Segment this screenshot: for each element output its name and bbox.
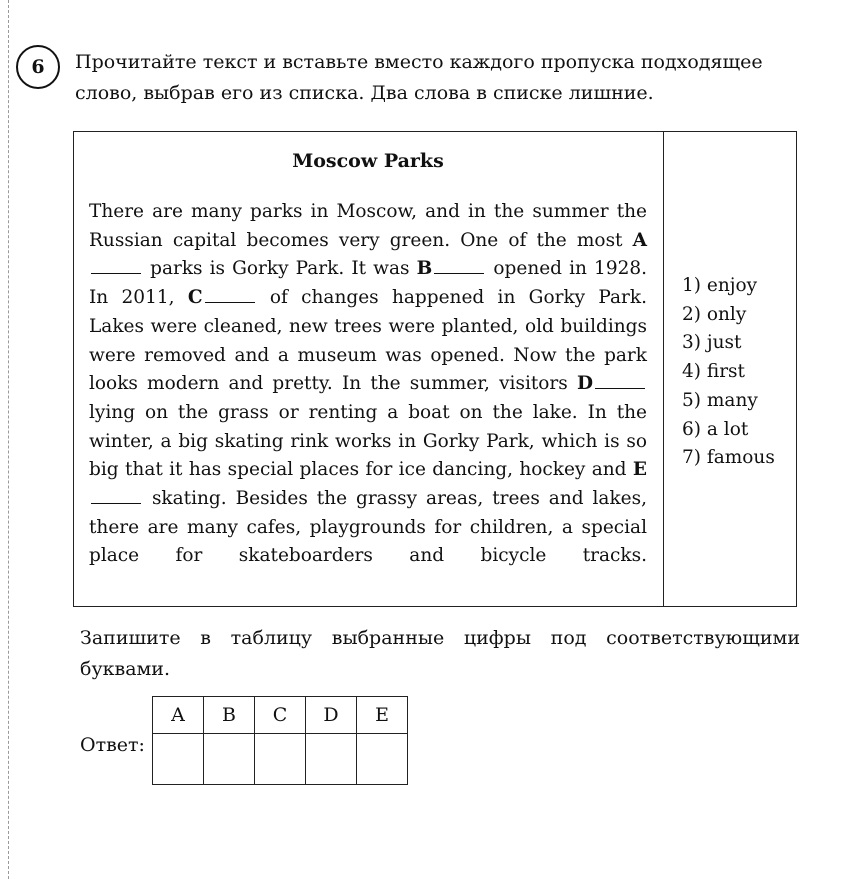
gap-letter-b: B: [416, 258, 433, 280]
answer-instruction: Запишите в таблицу выбранные цифры под соответствующими буквами.: [80, 627, 800, 680]
gap-letter-e: E: [632, 459, 647, 481]
answer-header-row: [153, 697, 408, 734]
answer-header-cell: D: [306, 697, 357, 734]
reading-text: [89, 198, 647, 571]
answer-value-row: [153, 734, 408, 785]
answer-header-cell: B: [204, 697, 255, 734]
gap-blank-d: [595, 387, 645, 389]
text-segment-5: lying on the grass or renting a boat on the lake. In the winter, a big skating rink works in Gorky Park, which is so big that it has special places for ice dancing, hockey and: [89, 401, 647, 481]
answer-cell-d[interactable]: [306, 734, 357, 785]
gap-blank-b: [434, 272, 484, 274]
gap-blank-a: [91, 272, 141, 274]
option-item: 3) just: [682, 332, 742, 354]
word-options-list: [682, 272, 796, 473]
option-item: 5) many: [682, 389, 758, 411]
text-segment-1: There are many parks in Moscow, and in the summer the Russian capital becomes very green. One of the most: [89, 201, 647, 251]
gap-letter-c: C: [187, 287, 203, 309]
answer-cell-b[interactable]: [204, 734, 255, 785]
text-segment-4: of changes happened in Gorky Park. Lakes were cleaned, new trees were planted, old buildings were removed and a museum was opened. Now the park looks modern and pretty. In the summer, visitors: [89, 287, 647, 395]
gap-blank-c: [205, 301, 255, 303]
answer-header-cell: C: [255, 697, 306, 734]
text-segment-6: skating. Besides the grassy areas, trees and lakes, there are many cafes, playgrounds for children, a special place for skateboarders and bicycle tracks.: [89, 488, 647, 567]
option-item: 7) famous: [682, 447, 775, 469]
reading-text-column: [74, 132, 664, 606]
answer-label: Ответ:: [80, 734, 145, 756]
task-number-badge: [16, 45, 60, 89]
option-item: 4) first: [682, 361, 745, 383]
answer-cell-e[interactable]: [357, 734, 408, 785]
gap-letter-d: D: [576, 373, 593, 395]
answer-header-cell: A: [153, 697, 204, 734]
option-item: 6) a lot: [682, 418, 749, 440]
option-item: 2) only: [682, 303, 747, 325]
answer-cell-a[interactable]: [153, 734, 204, 785]
page-margin-edge: [0, 0, 9, 879]
answer-table: [152, 696, 408, 785]
word-options-column: [664, 132, 796, 606]
text-segment-2: parks is Gorky Park. It was: [150, 258, 410, 280]
task-instruction: Прочитайте текст и вставьте вместо каждого пропуска подходящее слово, выбрав его из списка. Два слова в списке лишние.: [75, 51, 763, 104]
text-segment-3: opened in 1928. In 2011,: [89, 258, 648, 309]
option-item: 1) enjoy: [682, 275, 758, 296]
task-frame: [73, 131, 797, 607]
task-number: 6: [31, 56, 45, 78]
gap-letter-a: A: [632, 229, 647, 251]
answer-cell-c[interactable]: [255, 734, 306, 785]
text-title: Moscow Parks: [292, 150, 444, 172]
gap-blank-e: [91, 502, 141, 504]
answer-header-cell: E: [357, 697, 408, 734]
